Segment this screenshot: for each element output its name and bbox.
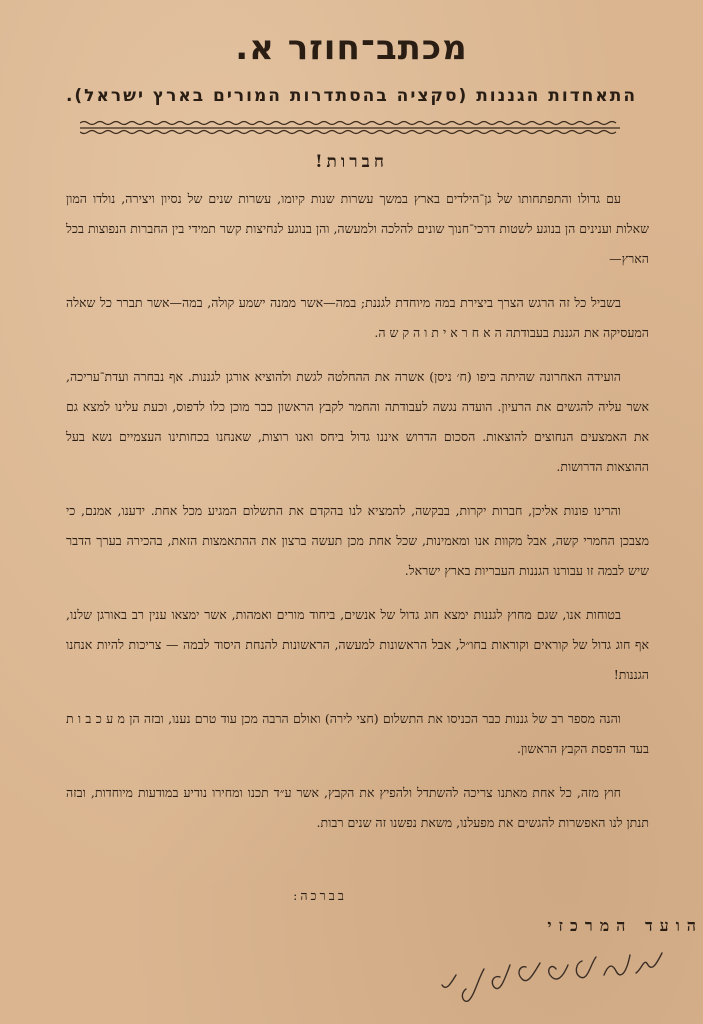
paragraph: והנה מספר רב של גננות כבר הכניסו את התשלום (חצי לירה) ואולם הרבה מכן עוד טרם נענו, ובזה הן מ ע כ ב ו ת בעד הדפסת הקבץ הראשון. [66,711,649,756]
greeting: חברות! [315,152,388,172]
page-title: מכתב־חוזר א. [235,28,468,68]
paragraph: עם גדולו והתפתחותו של גן־הילדים בארץ במשך עשרות שנות קיומו, עשרות שנים של נסיון ויצירה, נולדו המון שאלות וענינים הן בנוגע לשטות דרכי־חנוך שונים להלכה ולמעשה, והן בנוגע לנחיצות קשר תמידי בין החברות הנפוצות בכל הארץ— [65,191,649,266]
decorative-divider [80,118,620,136]
handwritten-signature [430,935,670,1015]
paragraph: חוץ מזה, כל אחת מאתנו צריכה להשתדל ולהפיץ את הקבץ, אשר ע״ד תכנו ומחירו נודיע במודעות מיוחדות, ובזה תנתן לנו האפשרות להגשים את מפעלנו, משאת נפשנו זה שנים רבות. [66,785,649,830]
paragraph: הועידה האחרונה שהיתה ביפו (ח׳ ניסן) אשרה את ההחלטה לגשת ולהוציא אורגן לגננות. אף נבחרה ועדת־עריכה, אשר עליה להגשים את הרעיון. הועדה נגשה לעבודתה והחמר לקבץ הראשון כבר מוכן כלו לדפוס, וכעת עלינו למצא גם את האמצעים הנחוצים להוצאות. הסכום הדרוש איננו גדול ביחס ואנו רוצות, שאנחנו בכחותינו העצמיים נשא בעל ההוצאות הדרושות. [66,369,649,474]
closing-line: בברכה: [293,888,347,903]
page-subtitle: התאחדות הגננות (סקציה בהסתדרות המורים בארץ ישראל). [65,86,638,106]
paragraph: בטוחות אנו, שגם מחוץ לגננות ימצא חוג גדול של אנשים, ביחוד מורים ואמהות, אשר ימצאו ענין רב באורגן שלנו, אף חוג גדול של קוראים וקוראות בחו״ל, אבל הראשונות למעשה, הראשונות להנחת היסוד לבמה — צריכות להיות אנחנו הגננות! [66,607,649,682]
letter-body [66,184,649,852]
signer: הועד המרכזי [547,916,703,935]
paragraph: והרינו פונות אליכן, חברות יקרות, בבקשה, להמציא לנו בהקדם את התשלום המגיע מכל אחת. ידענו, אמנם, כי מצבכן החמרי קשה, אבל מקוות אנו ומאמינות, שכל אחת מכן תעשה ברצון את ההתאמצות הזאת, בהכירה בערך הדבר שיש לבמה זו עבורנו הגננות העבריות בארץ ישראל. [66,503,649,578]
paragraph: בשביל כל זה הרגש הצרך ביצירת במה מיוחדת לגננת; במה—אשר ממנה ישמע קולה, במה—אשר תברר כל שאלה המעסיקה את הגננת בעבודתה ה א ח ר א י ת ו ה ק ש ה. [66,295,649,340]
